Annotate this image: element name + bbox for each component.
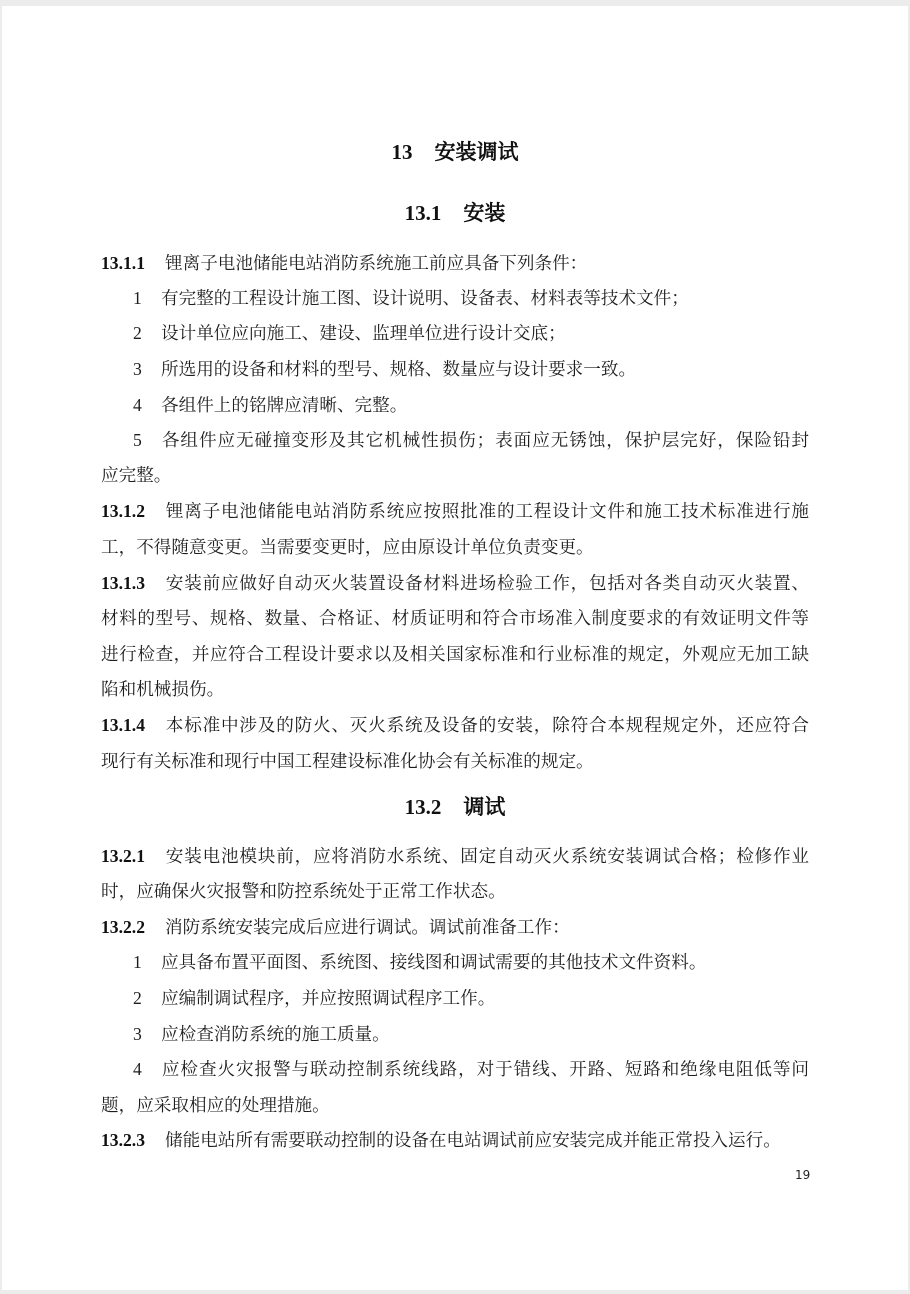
- clause-text: 储能电站所有需要联动控制的设备在电站调试前应安装完成并能正常投入运行。: [165, 1130, 781, 1150]
- clause-13-2-1: [101, 842, 809, 870]
- list-item-continuation: 应完整。: [101, 465, 172, 485]
- item-number: 2: [133, 323, 142, 343]
- clause-13-2-2: [101, 913, 570, 941]
- clause-number: 13.1.1: [101, 253, 145, 273]
- section-heading-13-2: [0, 793, 910, 821]
- list-item: [133, 1055, 809, 1083]
- item-number: 3: [133, 359, 142, 379]
- clause-continuation: 现行有关标准和现行中国工程建设标准化协会有关标准的规定。: [101, 751, 594, 771]
- list-item: [133, 355, 636, 383]
- clause-text: 安装前应做好自动灭火装置设备材料进场检验工作，包括对各类自动灭火装置、: [165, 573, 809, 593]
- clause-continuation: 时，应确保火灾报警和防控系统处于正常工作状态。: [101, 881, 506, 901]
- clause-number: 13.1.4: [101, 715, 145, 735]
- clause-number: 13.2.1: [101, 846, 145, 866]
- clause-text: 本标准中涉及的防火、灭火系统及设备的安装，除符合本规程规定外，还应符合: [165, 715, 809, 735]
- list-item: [133, 319, 566, 347]
- section-number: 13.2: [404, 795, 442, 819]
- item-text: 所选用的设备和材料的型号、规格、数量应与设计要求一致。: [161, 359, 637, 379]
- item-text: 应具备布置平面图、系统图、接线图和调试需要的其他技术文件资料。: [161, 952, 707, 972]
- item-number: 1: [133, 288, 142, 308]
- clause-number: 13.2.3: [101, 1130, 145, 1150]
- clause-13-1-4: [101, 711, 809, 739]
- clause-continuation: 材料的型号、规格、数量、合格证、材质证明和符合市场准入制度要求的有效证明文件等: [101, 608, 809, 628]
- item-text: 应编制调试程序，并应按照调试程序工作。: [161, 988, 496, 1008]
- item-text: 设计单位应向施工、建设、监理单位进行设计交底；: [161, 323, 566, 343]
- list-item: [133, 948, 706, 976]
- clause-number: 13.1.3: [101, 573, 145, 593]
- list-item: [133, 426, 809, 454]
- clause-text: 安装电池模块前，应将消防水系统、固定自动灭火系统安装调试合格；检修作业: [165, 846, 809, 866]
- section-title: 调试: [463, 795, 506, 819]
- clause-continuation: 陷和机械损伤。: [101, 679, 225, 699]
- chapter-heading: [0, 138, 910, 166]
- item-number: 3: [133, 1024, 142, 1044]
- item-text: 应检查消防系统的施工质量。: [161, 1024, 390, 1044]
- clause-text: 锂离子电池储能电站消防系统应按照批准的工程设计文件和施工技术标准进行施: [165, 501, 809, 521]
- chapter-title: 安装调试: [434, 140, 519, 164]
- item-number: 2: [133, 988, 142, 1008]
- item-number: 4: [133, 1059, 142, 1079]
- page-number: 19: [795, 1168, 811, 1182]
- item-number: 1: [133, 952, 142, 972]
- list-item: [133, 1020, 390, 1048]
- clause-text: 消防系统安装完成后应进行调试。调试前准备工作：: [165, 917, 570, 937]
- item-text: 各组件应无碰撞变形及其它机械性损伤；表面应无锈蚀，保护层完好，保险铅封: [161, 430, 809, 450]
- list-item-continuation: 题，应采取相应的处理措施。: [101, 1095, 330, 1115]
- section-title: 安装: [463, 201, 506, 225]
- clause-continuation: 工，不得随意变更。当需要变更时，应由原设计单位负责变更。: [101, 537, 594, 557]
- clause-text: 锂离子电池储能电站消防系统施工前应具备下列条件：: [165, 253, 588, 273]
- clause-continuation: 进行检查，并应符合工程设计要求以及相关国家标准和行业标准的规定，外观应无加工缺: [101, 644, 809, 664]
- clause-13-1-2: [101, 497, 809, 525]
- list-item: [133, 284, 689, 312]
- clause-number: 13.2.2: [101, 917, 145, 937]
- clause-number: 13.1.2: [101, 501, 145, 521]
- item-text: 有完整的工程设计施工图、设计说明、设备表、材料表等技术文件；: [161, 288, 689, 308]
- clause-13-1-3: [101, 569, 809, 597]
- clause-13-2-3: [101, 1126, 781, 1154]
- clause-13-1-1: [101, 249, 587, 277]
- chapter-number: 13: [391, 140, 413, 164]
- item-text: 应检查火灾报警与联动控制系统线路，对于错线、开路、短路和绝缘电阻低等问: [161, 1059, 809, 1079]
- item-number: 5: [133, 430, 142, 450]
- item-number: 4: [133, 395, 142, 415]
- item-text: 各组件上的铭牌应清晰、完整。: [161, 395, 408, 415]
- list-item: [133, 984, 495, 1012]
- section-heading-13-1: [0, 199, 910, 227]
- section-number: 13.1: [404, 201, 442, 225]
- list-item: [133, 391, 407, 419]
